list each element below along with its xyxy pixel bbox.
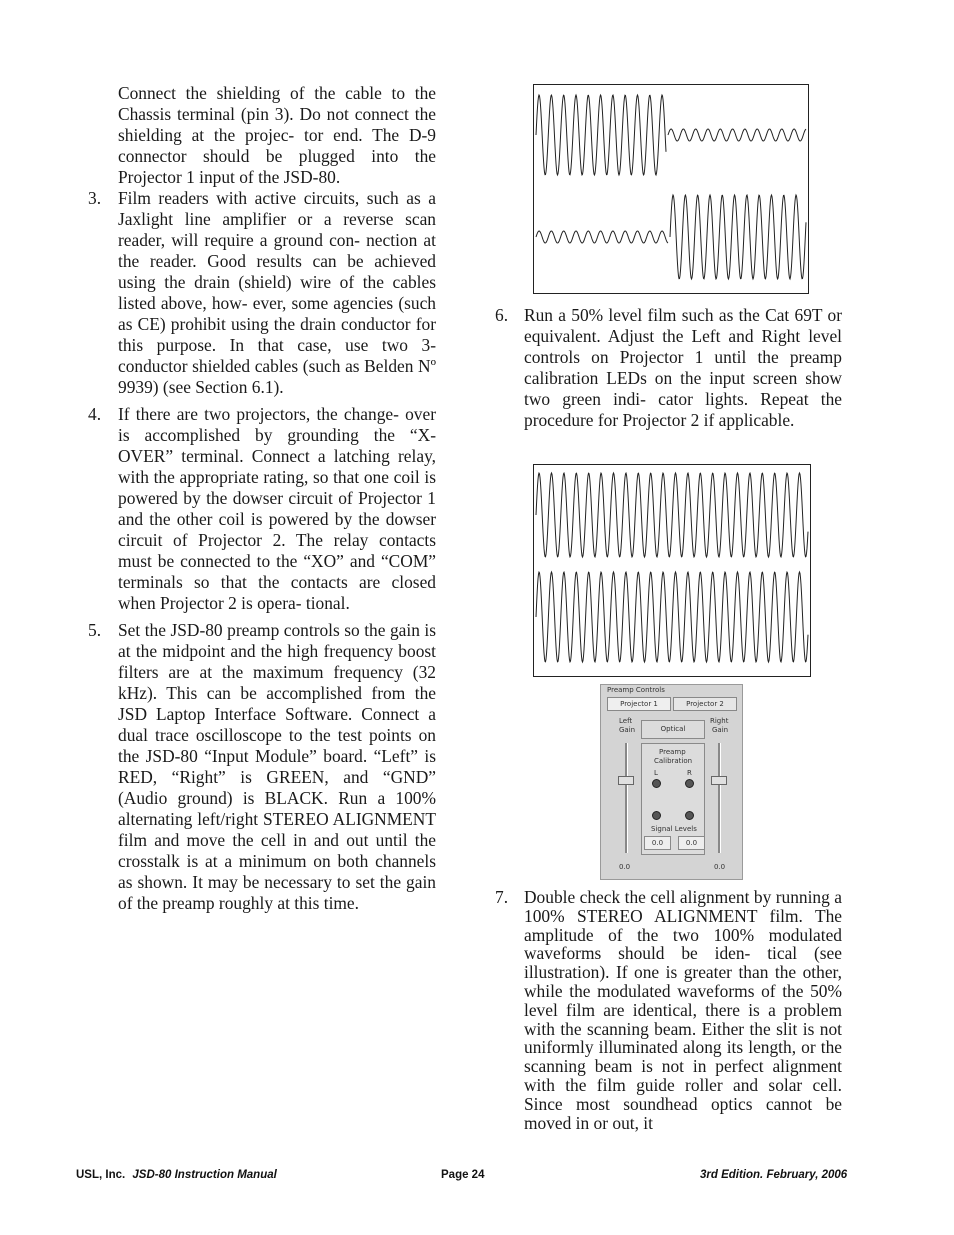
optical-mode-button[interactable]: Optical [641,720,705,739]
led-l-label: L [654,769,658,777]
signal-level-right-readout: 0.0 [678,836,705,850]
level-waveform [534,465,810,676]
right-gain-label-2: Gain [712,726,729,734]
item-text: Set the JSD-80 preamp controls so the gain is at the midpoint and the high frequency boost filters are at the maximum frequency (32 kHz). This can be accomplished from the JSD Laptop Interface Software. Connect a dual trace oscilloscope to the test points on the JSD-80 “Input Module” board. “Left” is RED, “Right” is GREEN, and “GND” (Audio ground) is BLACK. Run a 100% alternating left/right STEREO ALIGNMENT film and move the cell in and out until the crosstalk is at a minimum on both channels as shown. It may be necessary to set the gain of the preamp roughly at this time. [118,620,436,913]
panel-title: Preamp Controls [607,686,665,694]
tab-projector-1[interactable]: Projector 1 [607,697,671,711]
footer-left [76,1169,277,1181]
calibration-label-2: Calibration [654,757,693,765]
footer-manual-title: JSD-80 Instruction Manual [132,1169,277,1181]
left-gain-slider-track[interactable] [625,743,628,853]
signal-level-left-readout: 0.0 [644,836,671,850]
right-gain-label: Right [710,717,729,725]
item-number: 4. [88,404,102,424]
led-calibration-l-icon [652,779,661,788]
item-number: 3. [88,188,102,208]
crosstalk-waveform [534,85,808,293]
item-text: Run a 50% level film such as the Cat 69T or equivalent. Adjust the Left and Right level controls on Projector 1 until the preamp calibration LEDs on the input screen show two green indi- cator lights. Repeat the procedure for Projector 2 if applicable. [524,305,842,430]
left-column [88,83,436,920]
right-gain-slider-handle[interactable] [711,776,727,785]
list-item-7 [495,888,842,1132]
footer-edition-text: 3rd Edition. February, 2006 [700,1169,848,1181]
list-item-4 [88,404,436,614]
right-gain-slider-track[interactable] [718,743,721,853]
footer-page-number: Page 24 [441,1169,485,1181]
led-signal-l-icon [652,811,661,820]
oscilloscope-crosstalk-figure [533,84,809,294]
calibration-label: Preamp [659,748,686,756]
led-calibration-r-icon [685,779,694,788]
item-number: 6. [495,305,509,325]
signal-levels-label: Signal Levels [651,825,697,833]
right-gain-value: 0.0 [714,863,726,871]
preamp-controls-panel [600,684,743,880]
left-gain-slider-handle[interactable] [618,776,634,785]
footer-edition [700,1169,847,1181]
item-number: 5. [88,620,102,640]
list-item-5 [88,620,436,914]
item-text: If there are two projectors, the change- over is accomplished by grounding the “X-OVER” terminal. Connect a latching relay, with the appropriate rating, so that one coil is powered by the dowser circuit of Projector 1 and the other coil is powered by the dowser circuit of Projector 2. The relay contacts must be connected to the “XO” and “COM” terminals so that the contacts are closed when Projector 2 is opera- tional. [118,404,436,613]
footer-company: USL, Inc. [76,1169,126,1181]
list-item-3 [88,188,436,398]
oscilloscope-level-figure [533,464,811,677]
item-text: Film readers with active circuits, such as a Jaxlight line amplifier or a reverse scan reader, will require a ground con- nection at the reader. Good results can be achieved using the drain (shield) wire of the cables listed above, how- ever, some agencies (such as CE) prohibit using the drain conductor for this purpose. In that case, use two 3-conductor shielded cables (such as Belden Nº 9939) (see Section 6.1). [118,188,436,397]
list-item-6 [495,305,842,431]
led-r-label: R [687,769,692,777]
intro-paragraph: Connect the shielding of the cable to the Chassis terminal (pin 3). Do not connect the shielding at the projec- tor end. The D-9 connector should be plugged into the Projector 1 input of the JSD-80. [118,83,436,187]
left-gain-label: Left [619,717,633,725]
led-signal-r-icon [685,811,694,820]
item-text: Double check the cell alignment by running a 100% STEREO ALIGNMENT film. The amplitude of the two 100% modulated waveforms should be iden- tical (see illustration). If one is greater than the other, while the modulated waveforms of the 50% level film are identical, there is a problem with the scanning beam. Either the slit is not uniformly illuminated along its length, or the scanning beam is not in perfect alignment with the film guide roller and solar cell. Since most soundhead optics cannot be moved in or out, it [524,887,842,1133]
item-number: 7. [495,887,509,907]
left-gain-label-2: Gain [619,726,636,734]
tab-projector-2[interactable]: Projector 2 [673,697,737,711]
left-gain-value: 0.0 [619,863,631,871]
